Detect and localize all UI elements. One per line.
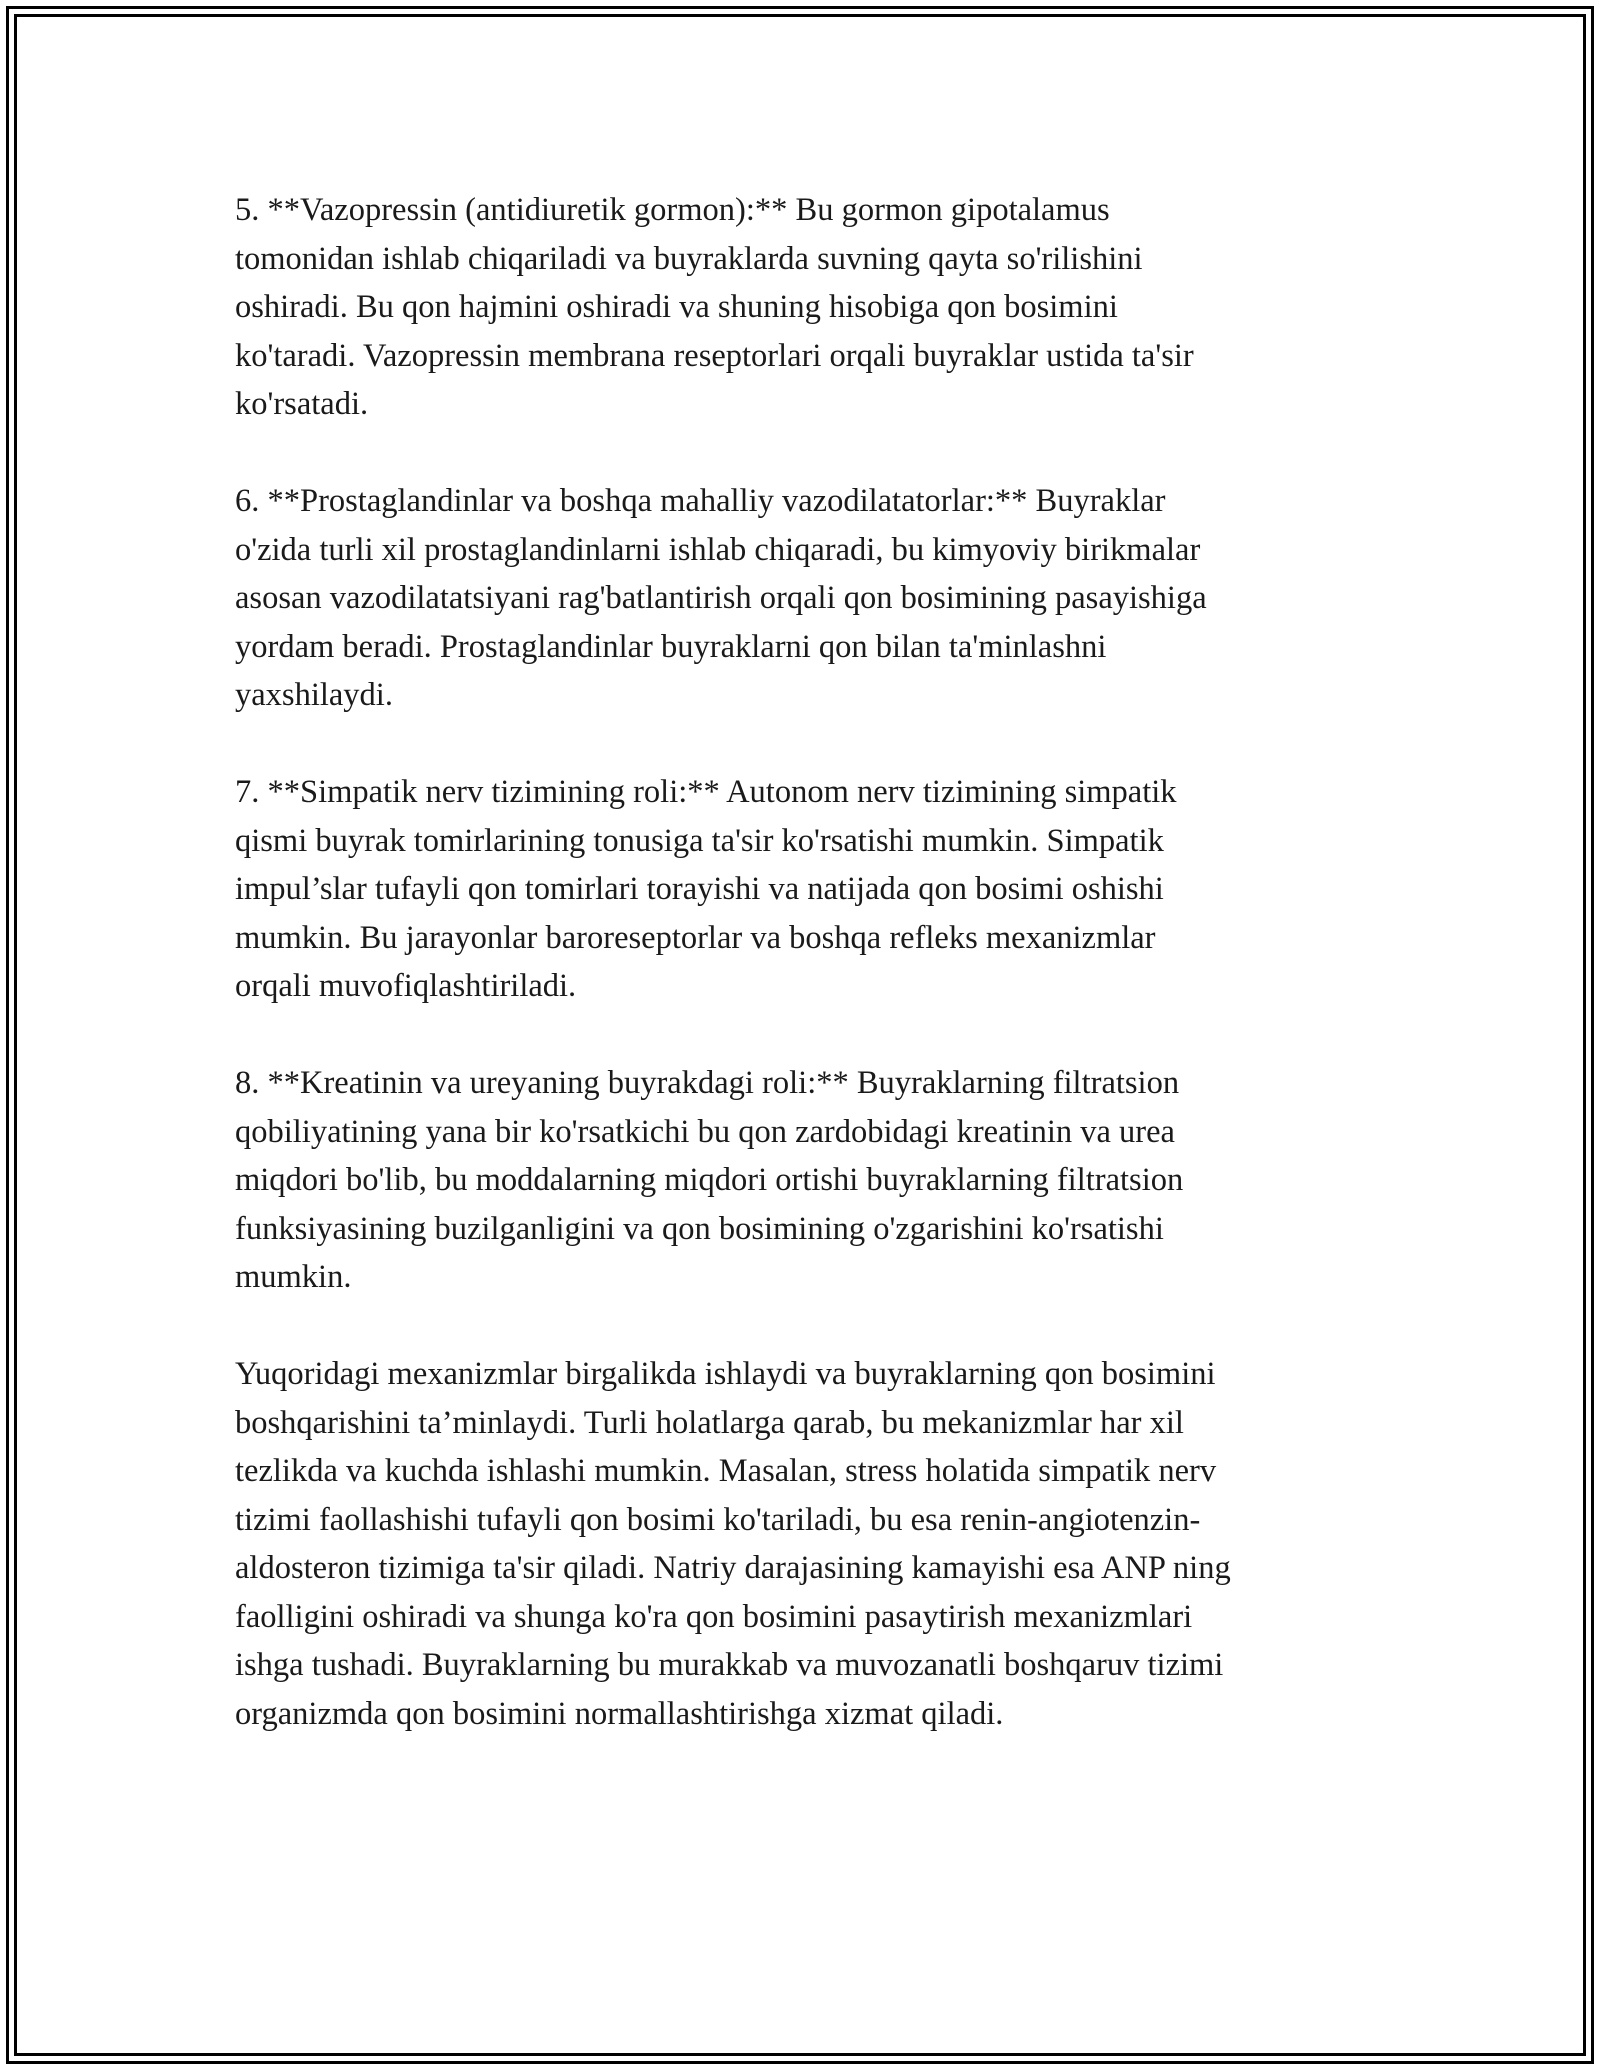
text-line: funksiyasining buzilganligini va qon bosimining o'zgarishini ko'rsatishi [235,1210,1164,1247]
paragraph-vazopressin [235,186,1370,429]
text-line: miqdori bo'lib, bu moddalarning miqdori ortishi buyraklarning filtratsion [235,1162,1184,1198]
text-line: aldosteron tizimiga ta'sir qiladi. Natriy darajasining kamayishi esa ANP ning [235,1550,1231,1586]
text-line: yordam beradi. Prostaglandinlar buyraklarni qon bilan ta'minlashni [235,628,1107,665]
text-line: ishga tushadi. Buyraklarning bu murakkab va muvozanatli boshqaruv tizimi [235,1647,1224,1683]
text-line: orqali muvofiqlashtiriladi. [235,968,577,1004]
text-line: boshqarishini ta’minlaydi. Turli holatlarga qarab, bu mekanizmlar har xil [235,1404,1184,1441]
paragraph-prostaglandinlar [235,477,1370,720]
text-line: oshiradi. Bu qon hajmini oshiradi va shuning hisobiga qon bosimini [235,289,1118,325]
paragraph-simpatik-nerv [235,768,1370,1011]
text-line: o'zida turli xil prostaglandinlarni ishlab chiqaradi, bu kimyoviy birikmalar [235,531,1201,568]
text-line: ko'rsatadi. [235,386,369,422]
text-line: asosan vazodilatatsiyani rag'batlantirish orqali qon bosimining pasayishiga [235,580,1207,616]
text-line: 7. **Simpatik nerv tizimining roli:** Autonom nerv tizimining simpatik [235,774,1177,810]
text-line: mumkin. [235,1259,352,1295]
text-line: mumkin. Bu jarayonlar baroreseptorlar va boshqa refleks mexanizmlar [235,919,1156,956]
text-line: tomonidan ishlab chiqariladi va buyraklarda suvning qayta so'rilishini [235,240,1143,277]
text-line: 8. **Kreatinin va ureyaning buyrakdagi roli:** Buyraklarning filtratsion [235,1065,1180,1101]
text-line: tizimi faollashishi tufayli qon bosimi ko'tariladi, bu esa renin-angiotenzin- [235,1501,1201,1538]
text-line: yaxshilaydi. [235,677,393,713]
text-line: 6. **Prostaglandinlar va boshqa mahalliy vazodilatatorlar:** Buyraklar [235,483,1166,519]
text-line: organizmda qon bosimini normallashtirishga xizmat qiladi. [235,1695,1004,1732]
text-line: impul’slar tufayli qon tomirlari torayishi va natijada qon bosimi oshishi [235,871,1164,907]
text-line: faolligini oshiradi va shunga ko'ra qon bosimini pasaytirish mexanizmlari [235,1598,1193,1635]
text-line: Yuqoridagi mexanizmlar birgalikda ishlaydi va buyraklarning qon bosimini [235,1356,1216,1392]
paragraph-conclusion [235,1350,1370,1738]
text-line: qobiliyatining yana bir ko'rsatkichi bu qon zardobidagi kreatinin va urea [235,1113,1175,1150]
text-line: ko'taradi. Vazopressin membrana reseptorlari orqali buyraklar ustida ta'sir [235,337,1194,374]
document-body [235,186,1370,1787]
paragraph-kreatinin [235,1059,1370,1302]
text-line: tezlikda va kuchda ishlashi mumkin. Masalan, stress holatida simpatik nerv [235,1453,1217,1489]
text-line: 5. **Vazopressin (antidiuretik gormon):** Bu gormon gipotalamus [235,192,1110,228]
text-line: qismi buyrak tomirlarining tonusiga ta'sir ko'rsatishi mumkin. Simpatik [235,822,1164,859]
